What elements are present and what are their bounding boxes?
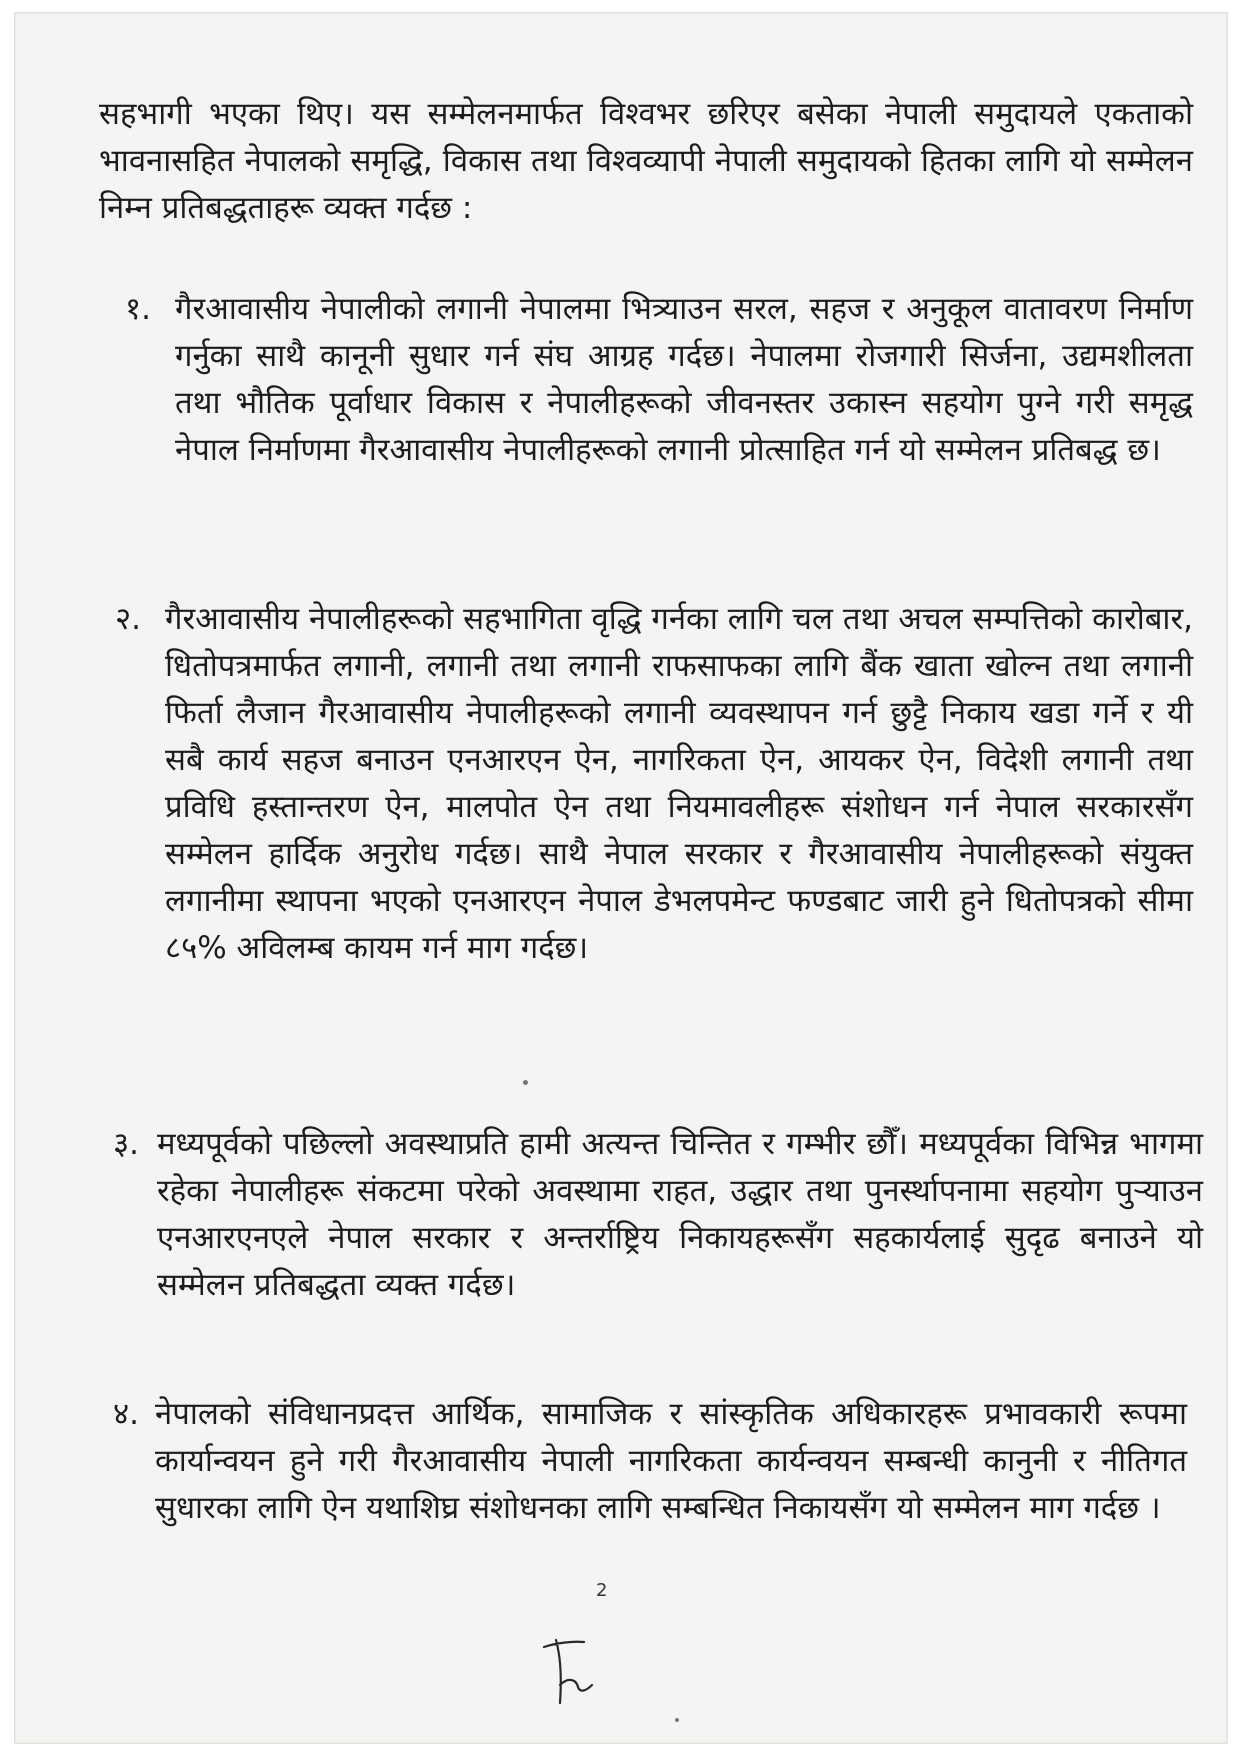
intro-paragraph: सहभागी भएका थिए। यस सम्मेलनमार्फत विश्वभर छरिएर बसेका नेपाली समुदायले एकताको भावनासहित नेपालको समृद्धि, विकास तथा विश्वव्यापी नेपाली समुदायको हितका लागि यो सम्मेलन निम्न प्रतिबद्धताहरू व्यक्त गर्दछ :	[99, 96, 1193, 226]
page-number: 2	[596, 1580, 608, 1601]
list-item-number: ३.	[113, 1126, 139, 1162]
list-item-number: २.	[115, 601, 141, 637]
scan-speck	[675, 1718, 679, 1722]
list-item-number: ४.	[113, 1396, 139, 1432]
scan-speck	[523, 1080, 528, 1085]
list-item-number: १.	[125, 291, 151, 327]
document-page	[14, 12, 1228, 1744]
list-item-text: गैरआवासीय नेपालीहरूको सहभागिता वृद्धि गर्नका लागि चल तथा अचल सम्पत्तिको कारोबार, धितोपत्रमार्फत लगानी, लगानी तथा लगानी राफसाफका लागि बैंक खाता खोल्न तथा लगानी फिर्ता लैजान गैरआवासीय नेपालीहरूको लगानी व्यवस्थापन गर्न छुट्टै निकाय खडा गर्ने र यी सबै कार्य सहज बनाउन एनआरएन ऐन, नागरिकता ऐन, आयकर ऐन, विदेशी लगानी तथा प्रविधि हस्तान्तरण ऐन, मालपोत ऐन तथा नियमावलीहरू संशोधन गर्न नेपाल सरकारसँग सम्मेलन हार्दिक अनुरोध गर्दछ। साथै नेपाल सरकार र गैरआवासीय नेपालीहरूको संयुक्त लगानीमा स्थापना भएको एनआरएन नेपाल डेभलपमेन्ट फण्डबाट जारी हुने धितोपत्रको सीमा ८५% अविलम्ब कायम गर्न माग गर्दछ।	[165, 601, 1193, 966]
list-item-text: मध्यपूर्वको पछिल्लो अवस्थाप्रति हामी अत्यन्त चिन्तित र गम्भीर छौँ। मध्यपूर्वका विभिन्न भागमा रहेका नेपालीहरू संकटमा परेको अवस्थामा राहत, उद्धार तथा पुनर्स्थापनामा सहयोग पुऱ्याउन एनआरएनएले नेपाल सरकार र अन्तर्राष्ट्रिय निकायहरूसँग सहकार्यलाई सुदृढ बनाउने यो सम्मेलन प्रतिबद्धता व्यक्त गर्दछ।	[157, 1126, 1203, 1303]
list-item-text: गैरआवासीय नेपालीको लगानी नेपालमा भित्र्याउन सरल, सहज र अनुकूल वातावरण निर्माण गर्नुका साथै कानूनी सुधार गर्न संघ आग्रह गर्दछ। नेपालमा रोजगारी सिर्जना, उद्यमशीलता तथा भौतिक पूर्वाधार विकास र नेपालीहरूको जीवनस्तर उकास्न सहयोग पुग्ने गरी समृद्ध नेपाल निर्माणमा गैरआवासीय नेपालीहरूको लगानी प्रोत्साहित गर्न यो सम्मेलन प्रतिबद्ध छ।	[175, 291, 1193, 468]
signature-icon	[526, 1625, 616, 1715]
list-item-text: नेपालको संविधानप्रदत्त आर्थिक, सामाजिक र सांस्कृतिक अधिकारहरू प्रभावकारी रूपमा कार्यान्वयन हुने गरी गैरआवासीय नेपाली नागरिकता कार्यन्वयन सम्बन्धी कानुनी र नीतिगत सुधारका लागि ऐन यथाशिघ्र संशोधनका लागि सम्बन्धित निकायसँग यो सम्मेलन माग गर्दछ ।	[155, 1396, 1187, 1526]
